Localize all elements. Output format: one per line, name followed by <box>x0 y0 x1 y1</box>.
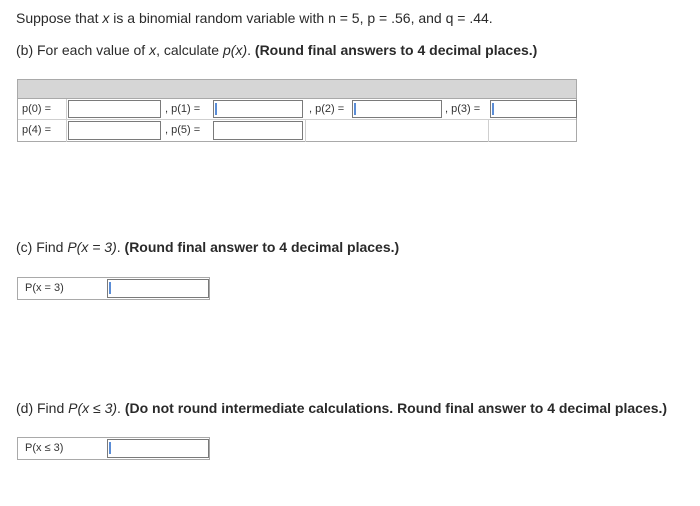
part-b-end: . <box>247 42 255 58</box>
part-c-instruction: (Round final answer to 4 decimal places.) <box>124 239 400 255</box>
text-cursor <box>109 442 111 454</box>
part-d-instruction: (Do not round intermediate calculations. Round final answer to 4 decimal places.) <box>124 400 668 416</box>
input-p2[interactable] <box>352 100 442 118</box>
part-b-instruction: (Round final answers to 4 decimal places.) <box>254 42 538 58</box>
part-d-answer-row <box>17 437 210 460</box>
part-d-answer-input[interactable] <box>107 439 209 458</box>
part-c-end: . <box>116 239 125 255</box>
input-p5[interactable] <box>213 121 303 140</box>
part-b-variable: x <box>149 42 157 58</box>
part-c-answer-row <box>17 277 210 300</box>
label-p4: p(4) = <box>22 124 52 136</box>
part-d-end: . <box>117 400 125 416</box>
label-p3: , p(3) = <box>445 103 481 115</box>
label-p5: , p(5) = <box>165 124 201 136</box>
part-c-question <box>16 239 399 255</box>
part-d-answer-label: P(x ≤ 3) <box>25 442 64 454</box>
input-p0[interactable] <box>68 100 161 118</box>
part-c-expression: P(x = 3) <box>67 239 117 255</box>
part-c-prefix: (c) Find <box>16 239 68 255</box>
column-divider <box>305 120 306 142</box>
input-p1[interactable] <box>213 100 303 118</box>
intro-text-mid: is a binomial random variable with <box>109 10 329 26</box>
intro-variable: x <box>102 10 110 26</box>
text-cursor <box>354 103 356 115</box>
part-b-prefix: (b) For each value of <box>16 42 150 58</box>
table-header <box>17 79 577 99</box>
intro-text: Suppose that <box>16 10 103 26</box>
part-b-question <box>16 42 537 58</box>
row-divider <box>18 119 576 120</box>
text-cursor <box>215 103 217 115</box>
part-b-mid: , calculate <box>156 42 223 58</box>
input-p3[interactable] <box>490 100 577 118</box>
text-cursor <box>109 282 111 294</box>
label-p2: , p(2) = <box>309 103 345 115</box>
label-p1: , p(1) = <box>165 103 201 115</box>
part-d-question <box>16 400 667 416</box>
column-divider <box>66 99 67 142</box>
probability-table <box>17 99 577 142</box>
text-cursor <box>492 103 494 115</box>
intro-parameters: n = 5, p = .56, and q = .44. <box>328 10 493 26</box>
part-c-answer-input[interactable] <box>107 279 209 298</box>
part-c-answer-label: P(x = 3) <box>25 282 64 294</box>
column-divider <box>488 120 489 142</box>
problem-statement <box>16 10 493 26</box>
input-p4[interactable] <box>68 121 161 140</box>
part-d-prefix: (d) Find <box>16 400 69 416</box>
label-p0: p(0) = <box>22 103 52 115</box>
part-d-expression: P(x ≤ 3) <box>68 400 118 416</box>
part-b-function: p(x) <box>223 42 248 58</box>
